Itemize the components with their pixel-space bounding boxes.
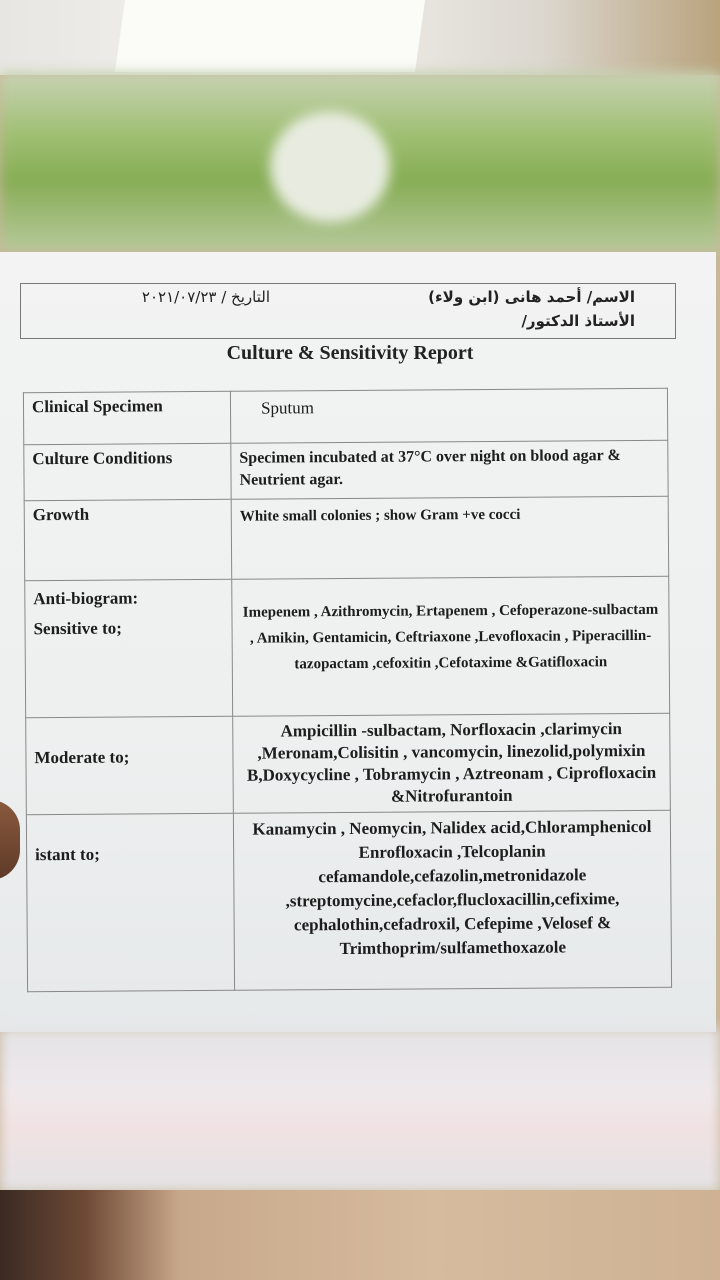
moderate-label: Moderate to;: [26, 716, 234, 814]
row-label: Culture Conditions: [24, 443, 231, 500]
antibiogram-heading: Anti-biogram:: [33, 588, 139, 609]
table-row: [26, 713, 671, 814]
table-row: [24, 440, 668, 500]
patient-name: الاسم/ أحمد هانى (ابن ولاء): [428, 288, 635, 306]
report-title: Culture & Sensitivity Report: [226, 342, 474, 364]
blurred-footer: [0, 1028, 720, 1192]
table-row: [25, 576, 670, 717]
resistant-list: Kanamycin , Neomycin, Nalidex acid,Chloramphenicol Enrofloxacin ,Telcoplanin cefamandole,cefazolin,metronidazole ,streptomycine,cefaclor,flucloxacillin,cefixime, cephalothin,cefadroxil, Cefepime ,Velosef & Trimthoprim/sulfamethoxazole: [233, 810, 671, 990]
row-label: Clinical Specimen: [23, 391, 230, 444]
blurred-letterhead: [0, 72, 720, 252]
row-value: White small colonies ; show Gram +ve cocci: [231, 496, 669, 579]
resistant-label: istant to;: [26, 813, 234, 991]
sensitive-label: Sensitive to;: [33, 618, 122, 639]
doctor-line: الأستاذ الدكتور/: [521, 312, 635, 330]
moderate-list: Ampicillin -sulbactam, Norfloxacin ,clarimycin ,Meronam,Colisitin , vancomycin, linezolid,polymixin B,Doxycycline , Tobramycin , Aztreonam , Ciprofloxacin &Nitrofurantoin: [233, 713, 671, 813]
table-row: [26, 810, 671, 991]
floor-background: [0, 1190, 720, 1280]
background-papers: [0, 0, 720, 75]
table-row: [23, 388, 667, 444]
row-value: Specimen incubated at 37°C over night on blood agar & Neutrient agar.: [231, 440, 668, 499]
row-label: Growth: [24, 499, 232, 580]
report-date: التاريخ / ٢٠٢١/٠٧/٢٣: [141, 288, 270, 306]
patient-header-box: [20, 283, 676, 339]
report-table: [23, 388, 672, 992]
row-value: Sputum: [230, 388, 667, 443]
table-row: [24, 496, 669, 580]
sensitive-list: Imepenem , Azithromycin, Ertapenem , Cefoperazone-sulbactam , Amikin, Gentamicin, Ceftriaxone ,Levofloxacin , Piperacillin-tazopactam ,cefoxitin ,Cefotaxime &Gatifloxacin: [232, 576, 670, 716]
